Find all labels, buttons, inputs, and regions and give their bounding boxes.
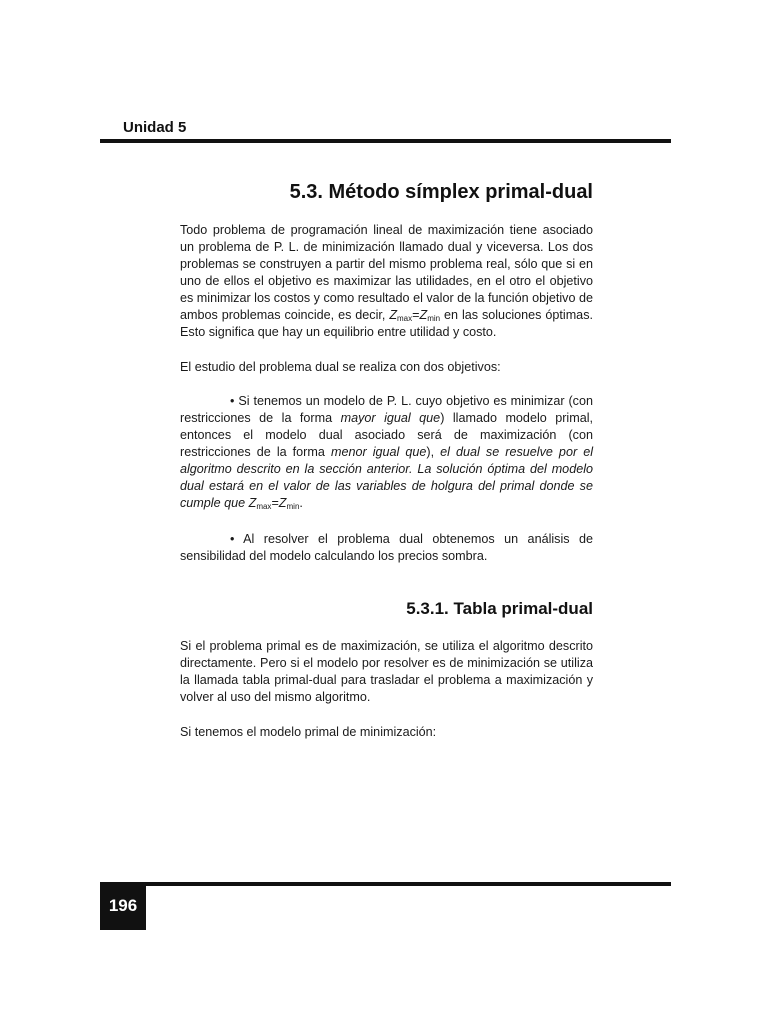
subscript-min: min <box>286 502 300 511</box>
paragraph-primal-dual: Si el problema primal es de maximización, se utiliza el algoritmo descrito directamente. Pero si el modelo por resolver es de minimización se utiliza la llamada tabla primal-dual para trasladar el problema a maximización y volver al uso del mismo algoritmo. <box>180 639 593 704</box>
bullet-2-text: • Al resolver el problema dual obtenemos un análisis de sensibilidad del modelo calculando los precios sombra. <box>180 532 593 563</box>
bullet-1-mid-2: ), <box>426 445 441 459</box>
bullet-1-emphasis-2: menor igual que <box>330 445 427 459</box>
bullet-item-2 <box>180 531 593 565</box>
page-number: 196 <box>100 882 146 930</box>
paragraph-primal-model: Si tenemos el modelo primal de minimización: <box>180 725 437 739</box>
paragraph-intro-text: Todo problema de programación lineal de maximización tiene asociado un problema de P. L. de minimización llamado dual y viceversa. Los dos problemas se construyen a partir del mismo problema real, sólo que si en uno de ellos el objetivo es maximizar las utilidades, en el otro el objetivo es minimizar los costos y como resultado el valor de la función objetivo de ambos problemas coincide, es decir, <box>180 223 593 322</box>
bullet-1-emphasis-3: el dual se resuelve por el algoritmo descrito en la sección anterior. La solución óptima del modelo dual estará en el valor de las variables de holgura del primal donde se cumple que <box>180 445 594 510</box>
z-symbol: Z <box>278 496 287 510</box>
bullet-1-lead: • Si tenemos un modelo de P. L. cuyo objetivo es minimizar (con restricciones de la forma <box>180 394 593 425</box>
z-symbol: Z <box>389 308 398 322</box>
footer-rule <box>100 882 671 886</box>
subscript-min: min <box>427 314 441 323</box>
bullet-item-1 <box>180 393 593 512</box>
paragraph-intro-end: en las soluciones óptimas. Esto significa que hay un equilibrio entre utilidad y costo. <box>180 308 593 339</box>
paragraph-objectives: El estudio del problema dual se realiza con dos objetivos: <box>180 360 501 374</box>
paragraph-intro <box>180 222 593 341</box>
subsection-title: 5.3.1. Tabla primal-dual <box>406 599 593 618</box>
equals-sign: = <box>412 308 420 322</box>
subscript-max: max <box>256 502 272 511</box>
bullet-1-end: . <box>299 496 303 510</box>
header-rule <box>100 139 671 143</box>
z-symbol: Z <box>248 496 257 510</box>
bullet-1-mid: ) llamado modelo primal, entonces el modelo dual asociado será de maximización (con restricciones de la forma <box>180 411 594 459</box>
bullet-1-emphasis-1: mayor igual que <box>340 411 441 425</box>
z-symbol: Z <box>419 308 428 322</box>
equals-sign: = <box>271 496 279 510</box>
subscript-max: max <box>397 314 413 323</box>
section-title: 5.3. Método símplex primal-dual <box>289 181 593 203</box>
header-unit-label: Unidad 5 <box>123 119 187 136</box>
